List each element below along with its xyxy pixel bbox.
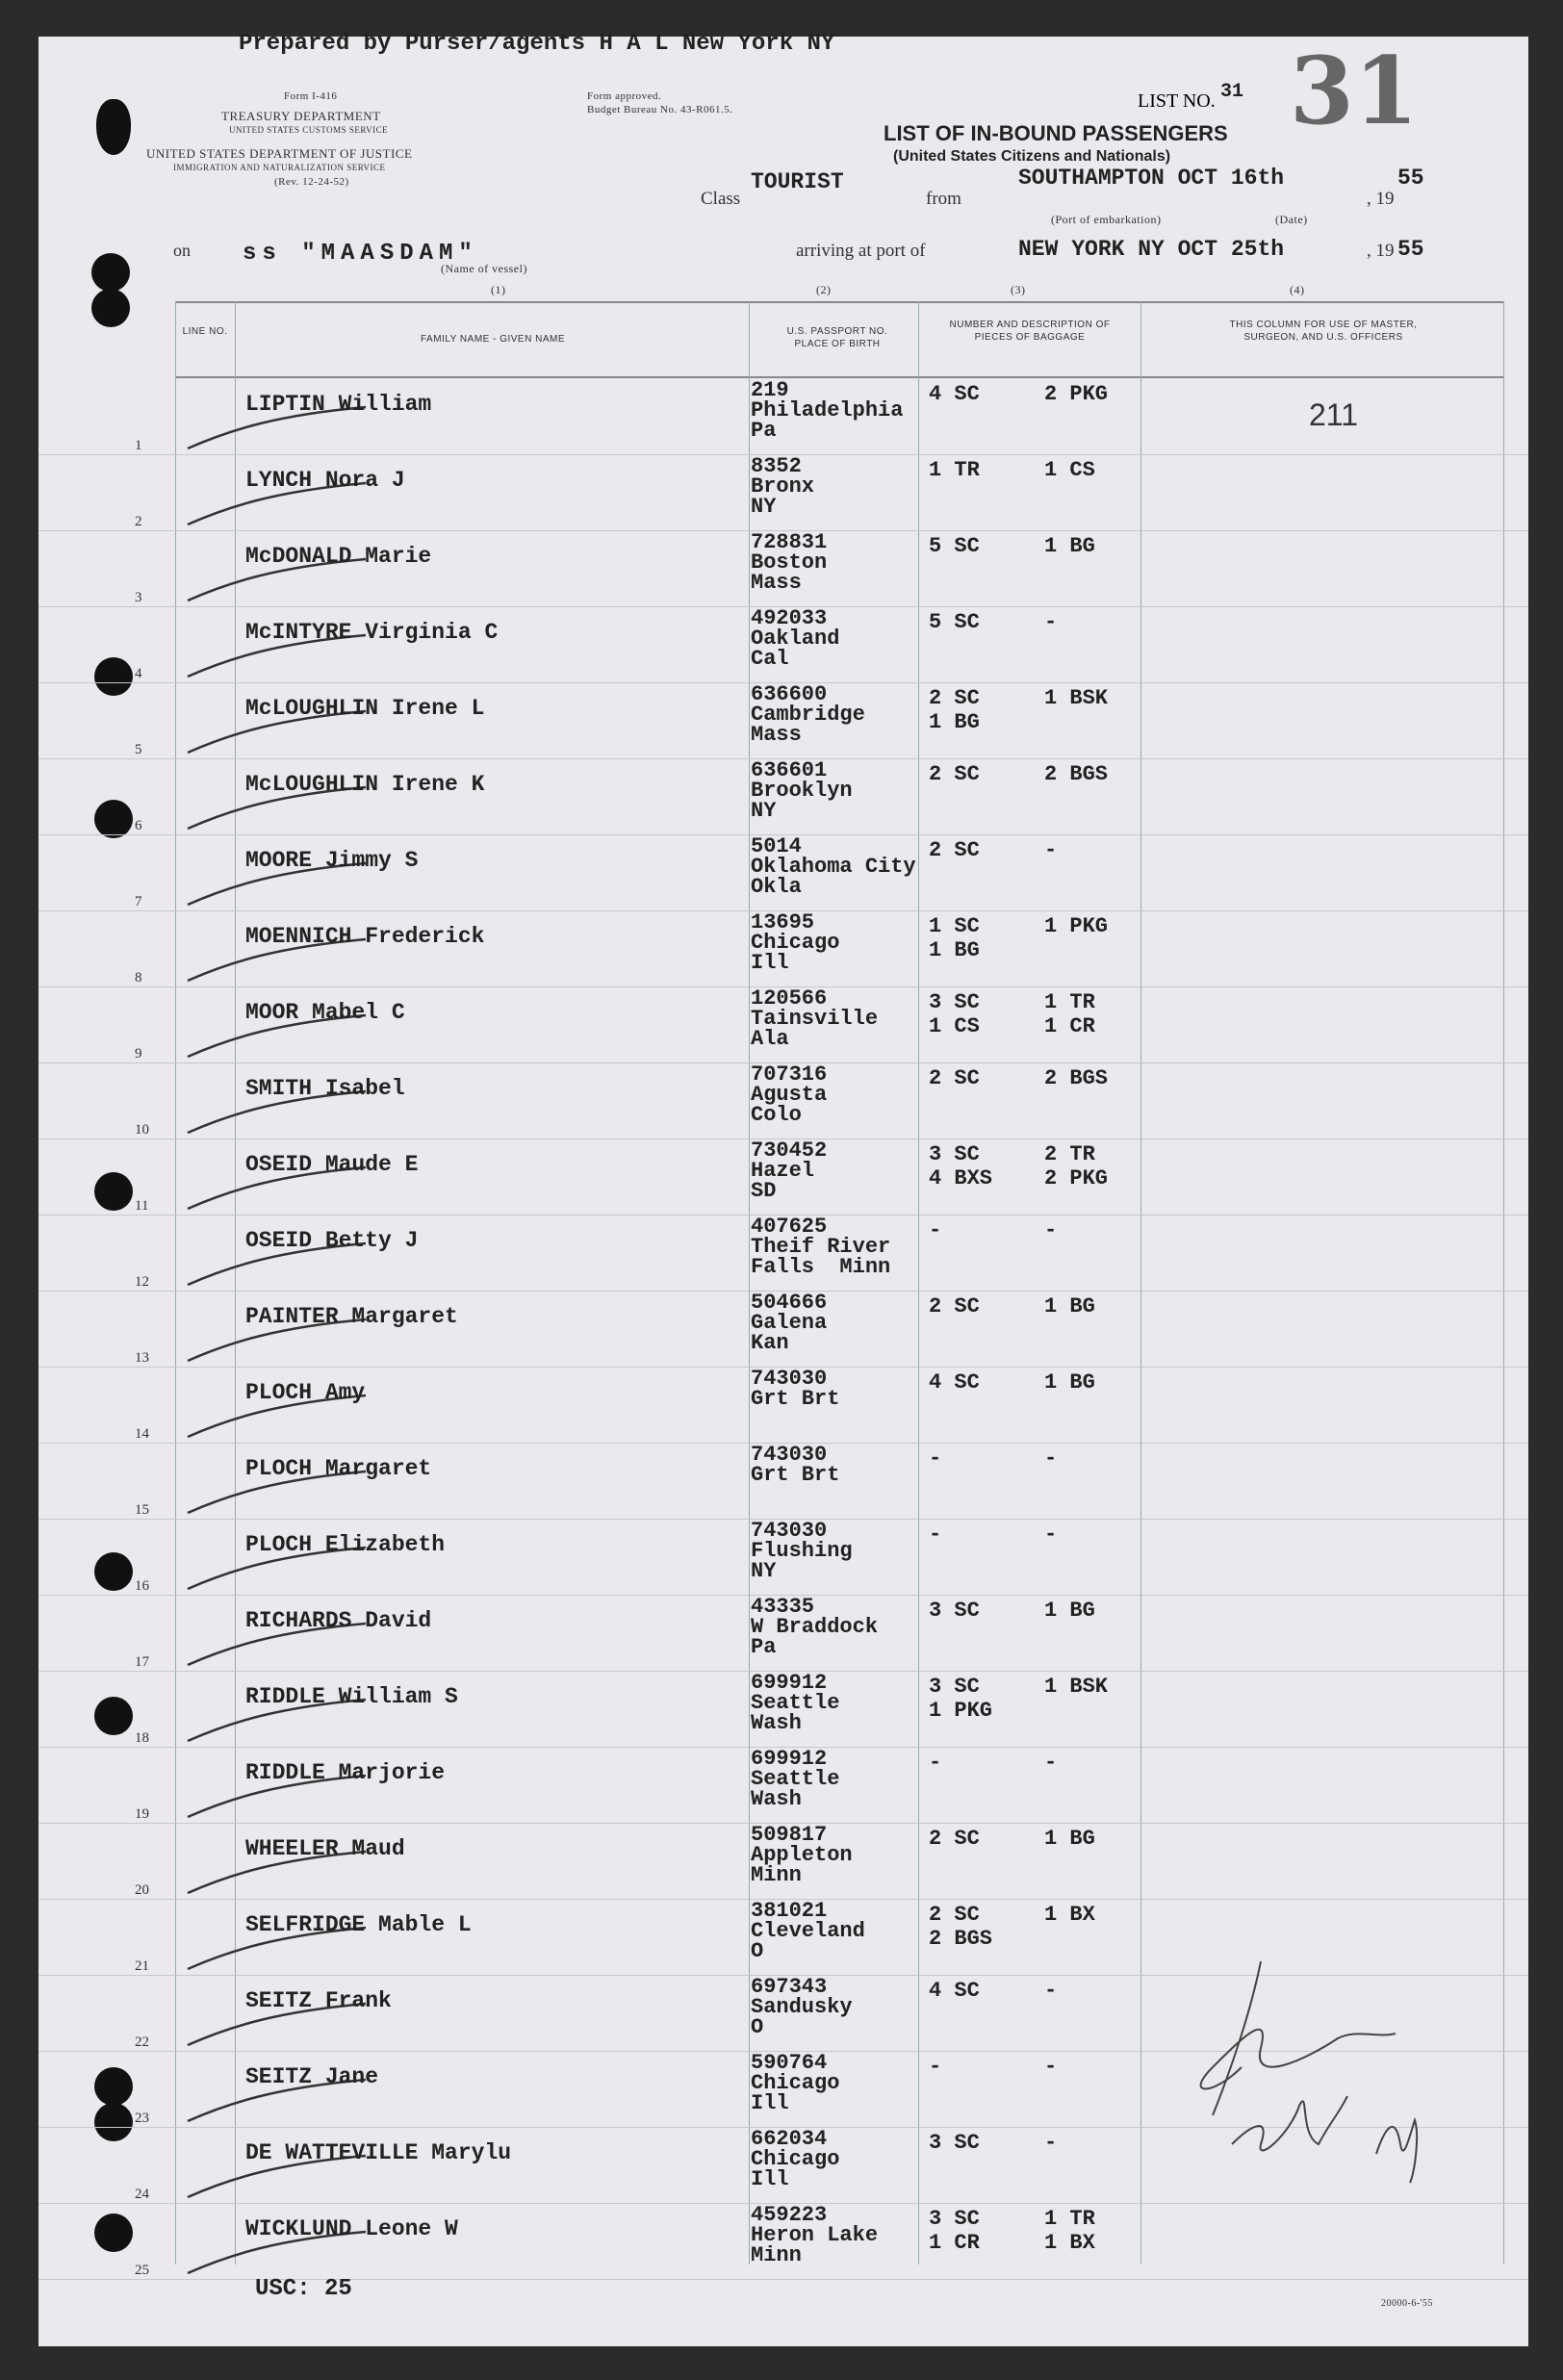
line-number: 23: [135, 2111, 149, 2126]
baggage-secondary: 2 TR 2 PKG: [1044, 1142, 1109, 1190]
line-number: 25: [135, 2263, 149, 2278]
col-3-marker: (3): [1011, 283, 1026, 296]
passenger-name: SMITH Isabel: [245, 1076, 405, 1101]
baggage-secondary: 1 PKG: [1044, 914, 1109, 938]
table-row: [38, 986, 1528, 1063]
passport-birthplace: 743030 Grt Brt: [751, 1443, 840, 1487]
passport-birthplace: 662034 Chicago Ill: [751, 2127, 840, 2191]
col-2-marker: (2): [816, 283, 832, 296]
table-row: [38, 1747, 1528, 1824]
baggage-primary: 4 SC: [929, 382, 980, 406]
passenger-name: PLOCH Elizabeth: [245, 1532, 446, 1557]
baggage-secondary: -: [1044, 1446, 1058, 1471]
passenger-name: LIPTIN William: [245, 392, 432, 417]
passport-birthplace: 590764 Chicago Ill: [751, 2051, 840, 2115]
line-number: 8: [135, 970, 142, 985]
passenger-name: RIDDLE Marjorie: [245, 1760, 446, 1785]
baggage-secondary: -: [1044, 1979, 1058, 2003]
baggage-primary: -: [929, 1218, 942, 1242]
passport-birthplace: 13695 Chicago Ill: [751, 910, 840, 975]
passport-birthplace: 743030 Flushing NY: [751, 1519, 853, 1583]
punch-hole: [91, 289, 130, 327]
th-name: FAMILY NAME - GIVEN NAME: [421, 334, 565, 345]
line-number: 18: [135, 1730, 149, 1746]
baggage-primary: 3 SC 1 PKG: [929, 1675, 993, 1723]
page-subtitle: (United States Citizens and Nationals): [893, 148, 1171, 165]
table-row: [38, 1671, 1528, 1748]
th-line-no: LINE NO.: [182, 326, 228, 337]
baggage-secondary: -: [1044, 1523, 1058, 1547]
customs-service: UNITED STATES CUSTOMS SERVICE: [229, 125, 389, 135]
passport-birthplace: 730452 Hazel SD: [751, 1139, 828, 1203]
manifest-sheet: [38, 31, 1528, 2346]
passport-birthplace: 707316 Agusta Colo: [751, 1062, 828, 1127]
arriving-year: 55: [1397, 237, 1424, 262]
table-row: [38, 2203, 1528, 2280]
ins-service: IMMIGRATION AND NATURALIZATION SERVICE: [173, 163, 386, 172]
passport-birthplace: 492033 Oakland Cal: [751, 606, 840, 671]
big-list-number: 31: [1290, 37, 1419, 145]
class-value: TOURIST: [751, 169, 844, 194]
table-row: [38, 1443, 1528, 1520]
passport-birthplace: 120566 Tainsville Ala: [751, 986, 879, 1051]
baggage-secondary: 1 BG: [1044, 1294, 1095, 1318]
baggage-secondary: 1 BG: [1044, 1599, 1095, 1623]
passenger-name: McINTYRE Virginia C: [245, 620, 499, 645]
baggage-secondary: -: [1044, 838, 1058, 862]
treasury-dept: TREASURY DEPARTMENT: [221, 109, 381, 123]
baggage-primary: 4 SC: [929, 1979, 980, 2003]
passport-birthplace: 8352 Bronx NY: [751, 454, 815, 519]
officer-note: 211: [1309, 397, 1359, 432]
table-row: [38, 606, 1528, 683]
baggage-primary: 2 SC: [929, 1294, 980, 1318]
passport-birthplace: 743030 Grt Brt: [751, 1367, 840, 1411]
baggage-secondary: -: [1044, 1751, 1058, 1775]
line-number: 10: [135, 1122, 149, 1138]
baggage-primary: 5 SC: [929, 534, 980, 558]
table-row: [38, 1062, 1528, 1139]
baggage-primary: 2 SC 1 BG: [929, 686, 980, 734]
passenger-name: MOORE Jimmy S: [245, 848, 419, 873]
passenger-name: RIDDLE William S: [245, 1684, 458, 1709]
baggage-secondary: 1 BG: [1044, 1370, 1095, 1395]
vessel-name: ss "MAASDAM": [243, 241, 478, 267]
page-title: LIST OF IN-BOUND PASSENGERS: [884, 121, 1228, 145]
passenger-name: SEITZ Jane: [245, 2064, 379, 2089]
from-year-label: , 19: [1367, 189, 1395, 209]
passenger-name: WICKLUND Leone W: [245, 2216, 458, 2241]
line-number: 14: [135, 1426, 149, 1442]
baggage-primary: 3 SC 1 CS: [929, 990, 980, 1038]
passenger-name: LYNCH Nora J: [245, 468, 405, 493]
baggage-primary: 2 SC: [929, 1066, 980, 1090]
passport-birthplace: 697343 Sandusky O: [751, 1975, 853, 2039]
port-embark-label: (Port of embarkation): [1051, 213, 1162, 226]
line-number: 1: [135, 438, 142, 453]
th-baggage: NUMBER AND DESCRIPTION OF PIECES OF BAGGAGE: [949, 320, 1111, 343]
table-row: [38, 1595, 1528, 1672]
baggage-secondary: 2 BGS: [1044, 1066, 1109, 1090]
passport-birthplace: 5014 Oklahoma City Okla: [751, 834, 916, 899]
table-row: [38, 1139, 1528, 1216]
line-number: 21: [135, 1958, 149, 1974]
line-number: 2: [135, 514, 142, 529]
table-row: [38, 1519, 1528, 1596]
baggage-secondary: -: [1044, 1218, 1058, 1242]
passport-birthplace: 459223 Heron Lake Minn: [751, 2203, 879, 2267]
table-row: [38, 1215, 1528, 1292]
line-number: 24: [135, 2187, 149, 2202]
line-number: 7: [135, 894, 142, 909]
line-number: 22: [135, 2035, 149, 2050]
passport-birthplace: 699912 Seattle Wash: [751, 1747, 840, 1811]
baggage-primary: 5 SC: [929, 610, 980, 634]
baggage-secondary: 1 BSK: [1044, 1675, 1109, 1699]
budget-bureau: Budget Bureau No. 43-R061.5.: [587, 104, 733, 115]
passenger-name: SELFRIDGE Mable L: [245, 1912, 472, 1937]
arriving-year-label: , 19: [1367, 241, 1395, 261]
passenger-name: SEITZ Frank: [245, 1988, 392, 2013]
from-value: SOUTHAMPTON OCT 16th: [1018, 166, 1285, 191]
arriving-label: arriving at port of: [796, 241, 926, 261]
table-row: [38, 454, 1528, 531]
list-no-label: LIST NO.: [1138, 90, 1216, 112]
revision: (Rev. 12-24-52): [274, 176, 349, 188]
passenger-name: OSEID Betty J: [245, 1228, 419, 1253]
table-row: [38, 910, 1528, 987]
form-number: Form I-416: [284, 90, 338, 102]
baggage-secondary: -: [1044, 2131, 1058, 2155]
passenger-name: DE WATTEVILLE Marylu: [245, 2140, 512, 2165]
passport-birthplace: 728831 Boston Mass: [751, 530, 828, 595]
table-top-rule: [175, 301, 1503, 303]
table-row: [38, 682, 1528, 759]
baggage-secondary: 1 BG: [1044, 534, 1095, 558]
baggage-primary: 3 SC: [929, 2131, 980, 2155]
justice-dept: UNITED STATES DEPARTMENT OF JUSTICE: [146, 146, 413, 161]
passport-birthplace: 219 Philadelphia Pa: [751, 378, 904, 443]
th-passport: U.S. PASSPORT NO. PLACE OF BIRTH: [786, 326, 888, 349]
col-4-marker: (4): [1290, 283, 1305, 296]
baggage-primary: 2 SC 2 BGS: [929, 1903, 993, 1951]
class-label: Class: [701, 189, 741, 209]
arriving-value: NEW YORK NY OCT 25th: [1018, 237, 1285, 262]
baggage-secondary: 1 BG: [1044, 1827, 1095, 1851]
table-row: [38, 1367, 1528, 1444]
passport-birthplace: 504666 Galena Kan: [751, 1291, 828, 1355]
passenger-name: McLOUGHLIN Irene L: [245, 696, 485, 721]
table-row: [38, 1823, 1528, 1900]
table-row: [38, 834, 1528, 911]
list-no-value: 31: [1220, 81, 1244, 103]
line-number: 5: [135, 742, 142, 757]
table-row: [38, 378, 1528, 455]
baggage-primary: 3 SC: [929, 1599, 980, 1623]
baggage-primary: 1 TR: [929, 458, 980, 482]
baggage-primary: -: [929, 1751, 942, 1775]
baggage-primary: -: [929, 1446, 942, 1471]
passenger-name: MOOR Mabel C: [245, 1000, 405, 1025]
date-label: (Date): [1275, 213, 1308, 226]
passport-birthplace: 509817 Appleton Minn: [751, 1823, 853, 1887]
passport-birthplace: 636600 Cambridge Mass: [751, 682, 865, 747]
baggage-primary: -: [929, 1523, 942, 1547]
baggage-secondary: 2 PKG: [1044, 382, 1109, 406]
baggage-primary: 2 SC: [929, 762, 980, 786]
line-number: 17: [135, 1654, 149, 1670]
passenger-name: PLOCH Margaret: [245, 1456, 432, 1481]
passport-birthplace: 381021 Cleveland O: [751, 1899, 865, 1963]
th-officers: THIS COLUMN FOR USE OF MASTER, SURGEON, AND U.S. OFFICERS: [1229, 320, 1418, 343]
prepared-by: Prepared by Purser/agents H A L New York NY: [239, 31, 835, 57]
passenger-name: McLOUGHLIN Irene K: [245, 772, 485, 797]
baggage-primary: 3 SC 4 BXS: [929, 1142, 993, 1190]
line-number: 19: [135, 1806, 149, 1822]
baggage-primary: 3 SC 1 CR: [929, 2207, 980, 2255]
passport-birthplace: 43335 W Braddock Pa: [751, 1595, 879, 1659]
from-label: from: [926, 189, 961, 209]
passport-birthplace: 636601 Brooklyn NY: [751, 758, 853, 823]
baggage-secondary: -: [1044, 2055, 1058, 2079]
baggage-primary: -: [929, 2055, 942, 2079]
passenger-name: McDONALD Marie: [245, 544, 432, 569]
table-row: [38, 1291, 1528, 1368]
baggage-primary: 4 SC: [929, 1370, 980, 1395]
baggage-secondary: 1 TR 1 BX: [1044, 2207, 1095, 2255]
baggage-secondary: 2 BGS: [1044, 762, 1109, 786]
line-number: 15: [135, 1502, 149, 1518]
punch-hole: [96, 99, 131, 155]
line-number: 11: [135, 1198, 149, 1214]
baggage-primary: 2 SC: [929, 838, 980, 862]
table-row: [38, 758, 1528, 835]
line-number: 20: [135, 1882, 149, 1898]
line-number: 9: [135, 1046, 142, 1062]
on-label: on: [173, 241, 191, 260]
from-year: 55: [1397, 166, 1424, 191]
passport-birthplace: 699912 Seattle Wash: [751, 1671, 840, 1735]
vessel-label: (Name of vessel): [441, 262, 527, 275]
baggage-primary: 2 SC: [929, 1827, 980, 1851]
passenger-name: PAINTER Margaret: [245, 1304, 458, 1329]
line-number: 16: [135, 1578, 149, 1594]
passenger-name: OSEID Maude E: [245, 1152, 419, 1177]
usc-count: USC: 25: [255, 2276, 352, 2302]
baggage-secondary: 1 BSK: [1044, 686, 1109, 710]
line-number: 13: [135, 1350, 149, 1366]
passenger-name: PLOCH Amy: [245, 1380, 366, 1405]
line-number: 6: [135, 818, 142, 833]
baggage-secondary: 1 BX: [1044, 1903, 1095, 1927]
form-approved: Form approved.: [587, 90, 662, 102]
line-number: 3: [135, 590, 142, 605]
passenger-name: MOENNICH Frederick: [245, 924, 485, 949]
baggage-primary: 1 SC 1 BG: [929, 914, 980, 962]
passenger-name: RICHARDS David: [245, 1608, 432, 1633]
line-number: 12: [135, 1274, 149, 1290]
line-number: 4: [135, 666, 142, 681]
table-row: [38, 530, 1528, 607]
col-1-marker: (1): [491, 283, 506, 296]
punch-hole: [91, 253, 130, 292]
passenger-name: WHEELER Maud: [245, 1836, 405, 1861]
baggage-secondary: -: [1044, 610, 1058, 634]
passport-birthplace: 407625 Theif River Falls Minn: [751, 1215, 891, 1279]
baggage-secondary: 1 CS: [1044, 458, 1095, 482]
print-code: 20000-6-'55: [1381, 2298, 1433, 2309]
signature-scribble: [1155, 1952, 1463, 2202]
baggage-secondary: 1 TR 1 CR: [1044, 990, 1095, 1038]
